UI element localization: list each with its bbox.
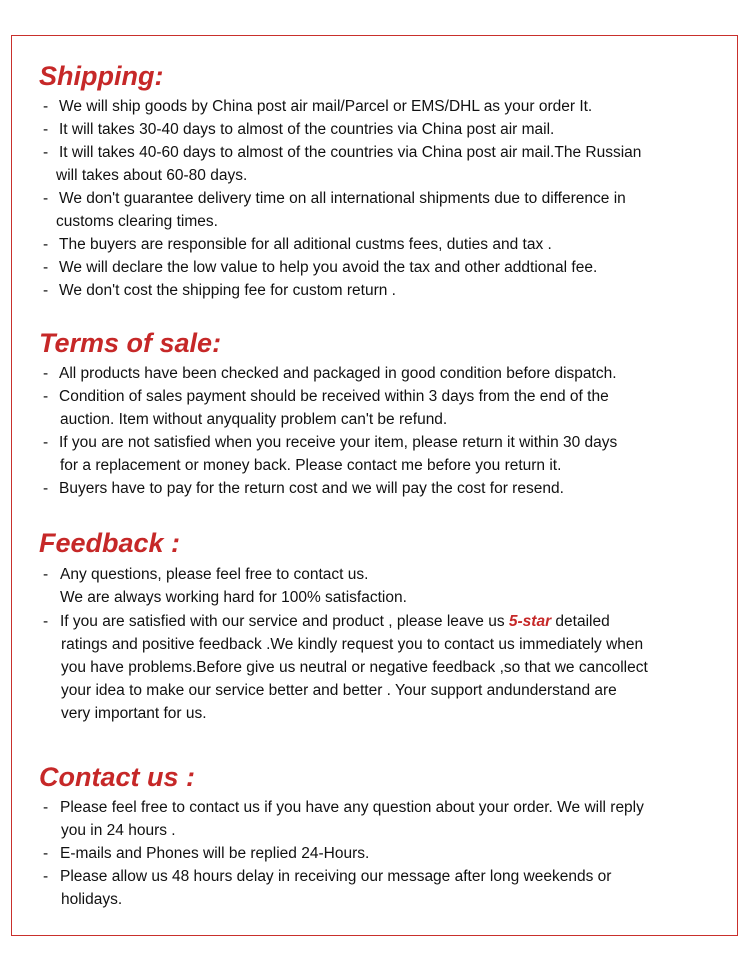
bullet-dash: -: [43, 868, 49, 885]
bullet-dash: -: [43, 190, 49, 207]
bullet-dash: -: [43, 566, 49, 583]
list-line: The buyers are responsible for all aditional custms fees, duties and tax .: [59, 236, 552, 253]
policy-frame: [11, 35, 738, 936]
list-line: holidays.: [61, 891, 123, 908]
list-line: We don't cost the shipping fee for custom return .: [59, 282, 396, 299]
list-line: very important for us.: [61, 705, 207, 722]
list-line: E-mails and Phones will be replied 24-Hours.: [60, 845, 370, 862]
list-line: Any questions, please feel free to contact us.: [60, 566, 369, 583]
feedback-text: If you are satisfied with our service and product , please leave us: [60, 613, 509, 630]
list-line: We will declare the low value to help you avoid the tax and other addtional fee.: [59, 259, 598, 276]
bullet-dash: -: [43, 98, 49, 115]
bullet-dash: -: [43, 434, 49, 451]
list-line: auction. Item without anyquality problem can't be refund.: [60, 411, 448, 428]
list-line: [60, 610, 610, 633]
list-line: ratings and positive feedback .We kindly request you to contact us immediately when: [61, 636, 644, 653]
feedback-text: detailed: [551, 613, 610, 630]
five-star-highlight: 5-star: [508, 613, 552, 630]
list-line: It will takes 40-60 days to almost of the countries via China post air mail.The Russian: [59, 144, 642, 161]
list-line: It will takes 30-40 days to almost of the countries via China post air mail.: [59, 121, 555, 138]
list-line: you have problems.Before give us neutral or negative feedback ,so that we cancollect: [61, 659, 648, 676]
bullet-dash: -: [43, 613, 49, 630]
list-line: All products have been checked and packaged in good condition before dispatch.: [59, 365, 617, 382]
bullet-dash: -: [43, 282, 49, 299]
terms-heading: Terms of sale:: [39, 328, 222, 358]
contact-heading: Contact us :: [39, 762, 196, 792]
bullet-dash: -: [43, 259, 49, 276]
list-line: your idea to make our service better and better . Your support andunderstand are: [61, 682, 617, 699]
list-line: Please feel free to contact us if you have any question about your order. We will reply: [60, 799, 644, 816]
bullet-dash: -: [43, 144, 49, 161]
list-line: you in 24 hours .: [61, 822, 176, 839]
bullet-dash: -: [43, 121, 49, 138]
bullet-dash: -: [43, 799, 49, 816]
list-line: customs clearing times.: [56, 213, 218, 230]
bullet-dash: -: [43, 388, 49, 405]
shipping-heading: Shipping:: [39, 61, 164, 91]
bullet-dash: -: [43, 365, 49, 382]
list-line: We don't guarantee delivery time on all international shipments due to difference in: [59, 190, 626, 207]
list-line: If you are not satisfied when you receive your item, please return it within 30 days: [59, 434, 618, 451]
list-line: will takes about 60-80 days.: [56, 167, 248, 184]
list-line: We are always working hard for 100% satisfaction.: [60, 589, 407, 606]
list-line: for a replacement or money back. Please contact me before you return it.: [60, 457, 562, 474]
bullet-dash: -: [43, 845, 49, 862]
bullet-dash: -: [43, 236, 49, 253]
feedback-heading: Feedback :: [39, 528, 181, 558]
bullet-dash: -: [43, 480, 49, 497]
list-line: We will ship goods by China post air mail/Parcel or EMS/DHL as your order It.: [59, 98, 593, 115]
list-line: Please allow us 48 hours delay in receiving our message after long weekends or: [60, 868, 612, 885]
list-line: Buyers have to pay for the return cost and we will pay the cost for resend.: [59, 480, 564, 497]
list-line: Condition of sales payment should be received within 3 days from the end of the: [59, 388, 609, 405]
